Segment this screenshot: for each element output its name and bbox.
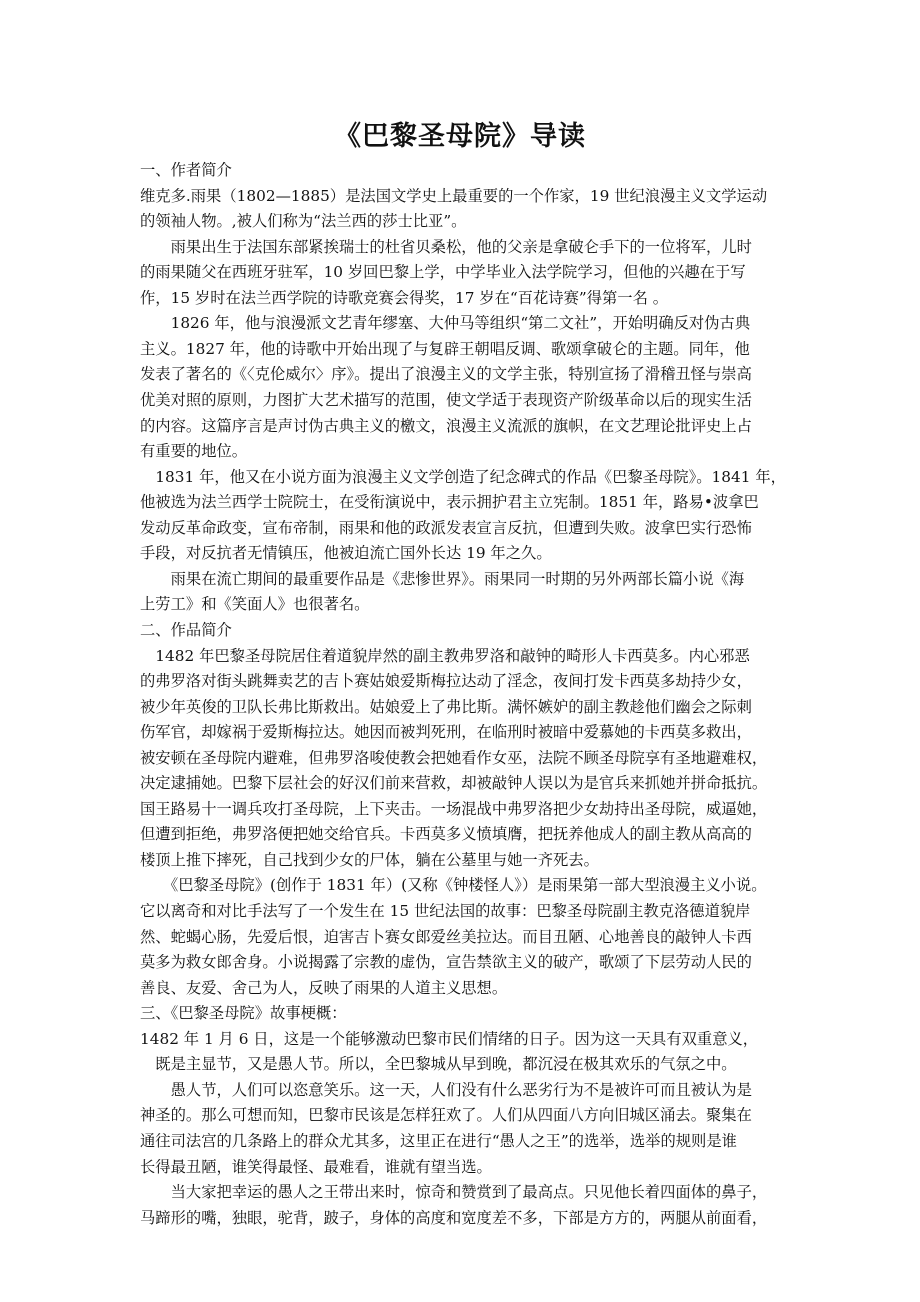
text-line: 雨果出生于法国东部紧挨瑞士的杜省贝桑松，他的父亲是拿破仑手下的一位将军，儿时 — [140, 237, 752, 256]
text-line: 然、蛇蝎心肠，先爱后恨，迫害吉卜赛女郎爱丝美拉达。而目丑陋、心地善良的敲钟人卡西 — [140, 927, 752, 946]
text-line: 雨果在流亡期间的最重要作品是《悲惨世界》。雨果同一时期的另外两部长篇小说《海 — [140, 569, 745, 588]
text-line: 发动反革命政变，宣布帝制，雨果和他的政派发表宣言反抗，但遭到失败。波拿巴实行恐怖 — [140, 518, 752, 537]
text-line: 作，15 岁时在法兰西学院的诗歌竞赛会得奖，17 岁在“百花诗赛”得第一名 。 — [140, 288, 669, 307]
text-line: 《巴黎圣母院》(创作于 1831 年）(又称《钟楼怪人》）是雨果第一部大型浪漫主义小说。 — [140, 876, 767, 895]
text-line: 三、《巴黎圣母院》故事梗概： — [140, 1004, 347, 1023]
text-line: 神圣的。那么可想而知，巴黎市民该是怎样狂欢了。人们从四面八方向旧城区涌去。聚集在 — [140, 1106, 752, 1125]
text-line: 发表了著名的《〈克伦威尔〉序》。提出了浪漫主义的文学主张，特别宣扬了滑稽丑怪与崇高 — [140, 365, 752, 384]
text-line: 维克多.雨果（1802—1885）是法国文学史上最重要的一个作家，19 世纪浪漫主义文学运动 — [140, 186, 768, 205]
text-line: 通往司法宫的几条路上的群众尤其多，这里正在进行“愚人之王”的选举，选举的规则是谁 — [140, 1131, 737, 1150]
text-line: 一、作者简介 — [140, 161, 232, 179]
text-line: 伤军官，却嫁祸于爱斯梅拉达。她因而被判死刑，在临刑时被暗中爱慕她的卡西莫多救出， — [140, 723, 752, 742]
document-title: 《巴黎圣母院》导读 — [334, 121, 586, 152]
text-line: 决定逮捕她。巴黎下层社会的好汉们前来营救，却被敲钟人误以为是官兵来抓她并拼命抵抗。 — [140, 774, 768, 793]
text-line: 莫多为救女郎舍身。小说揭露了宗教的虚伪，宣告禁欲主义的破产，歌颂了下层劳动人民的 — [140, 953, 752, 972]
text-line: 有重要的地位。 — [140, 442, 248, 461]
text-line: 1482 年 1 月 6 日，这是一个能够激动巴黎市民们情绪的日子。因为这一天具有双重意义， — [140, 1029, 759, 1048]
text-line: 当大家把幸运的愚人之王带出来时，惊奇和赞赏到了最高点。只见他长着四面体的鼻子， — [140, 1183, 768, 1201]
text-line: 主义。1827 年，他的诗歌中开始出现了与复辟王朝唱反调、歌颂拿破仑的主题。同年，他 — [140, 339, 750, 358]
text-line: 的领袖人物。,被人们称为“法兰西的莎士比亚”。 — [140, 212, 467, 231]
text-line: 1826 年，他与浪漫派文艺青年缪塞、大仲马等组织“第二文社”，开始明确反对伪古典 — [140, 314, 751, 333]
text-line: 国王路易十一调兵攻打圣母院，上下夹击。一场混战中弗罗洛把少女劫持出圣母院，威逼她， — [140, 799, 768, 818]
text-line: 它以离奇和对比手法写了一个发生在 15 世纪法国的故事：巴黎圣母院副主教克洛德道貌岸 — [140, 902, 751, 920]
text-line: 的内容。这篇序言是声讨伪古典主义的檄文，浪漫主义流派的旗帜，在文艺理论批评史上占 — [140, 416, 752, 435]
text-line: 的弗罗洛对街头跳舞卖艺的吉卜赛姑娘爱斯梅拉达动了淫念，夜间打发卡西莫多劫持少女， — [140, 672, 752, 690]
text-line: 被安顿在圣母院内避难，但弗罗洛唆使教会把她看作女巫，法院不顾圣母院享有圣地避难权， — [140, 748, 768, 767]
text-line: 优美对照的原则，力图扩大艺术描写的范围，使文学适于表现资产阶级革命以后的现实生活 — [140, 391, 752, 409]
text-line: 长得最丑陋，谁笑得最怪、最难看，谁就有望当选。 — [140, 1157, 492, 1176]
text-line: 被少年英俊的卫队长弗比斯救出。姑娘爱上了弗比斯。满怀嫉妒的副主教趁他们幽会之际刺 — [140, 697, 752, 716]
text-line: 愚人节，人们可以恣意笑乐。这一天，人们没有什么恶劣行为不是被许可而且被认为是 — [140, 1080, 752, 1099]
text-line: 既是主显节，又是愚人节。所以，全巴黎城从早到晚，都沉浸在极其欢乐的气氛之中。 — [140, 1055, 737, 1074]
text-line: 1831 年，他又在小说方面为浪漫主义文学创造了纪念碑式的作品《巴黎圣母院》。1841 年， — [140, 467, 786, 486]
text-line: 二、作品简介 — [140, 620, 232, 639]
text-line: 的雨果随父在西班牙驻军，10 岁回巴黎上学，中学毕业入法学院学习，但他的兴趣在于写 — [140, 263, 746, 282]
text-line: 手段，对反抗者无情镇压，他被迫流亡国外长达 19 年之久。 — [140, 544, 552, 563]
text-line: 他被选为法兰西学士院院士，在受衔演说中，表示拥护君主立宪制。1851 年，路易•波拿巴 — [140, 493, 759, 512]
text-line: 善良、友爱、舍己为人，反映了雨果的人道主义思想。 — [140, 978, 508, 997]
text-line: 楼顶上推下摔死，自己找到少女的尸体，躺在公墓里与她一齐死去。 — [140, 850, 599, 869]
text-line: 1482 年巴黎圣母院居住着道貌岸然的副主教弗罗洛和敲钟的畸形人卡西莫多。内心邪恶 — [140, 646, 750, 665]
text-line: 但遭到拒绝，弗罗洛便把她交给官兵。卡西莫多义愤填膺，把抚养他成人的副主教从高高的 — [140, 825, 752, 844]
text-line: 马蹄形的嘴，独眼，驼背，跛子，身体的高度和宽度差不多，下部是方方的，两腿从前面看， — [140, 1208, 768, 1227]
text-line: 上劳工》和《笑面人》也很著名。 — [140, 595, 370, 614]
